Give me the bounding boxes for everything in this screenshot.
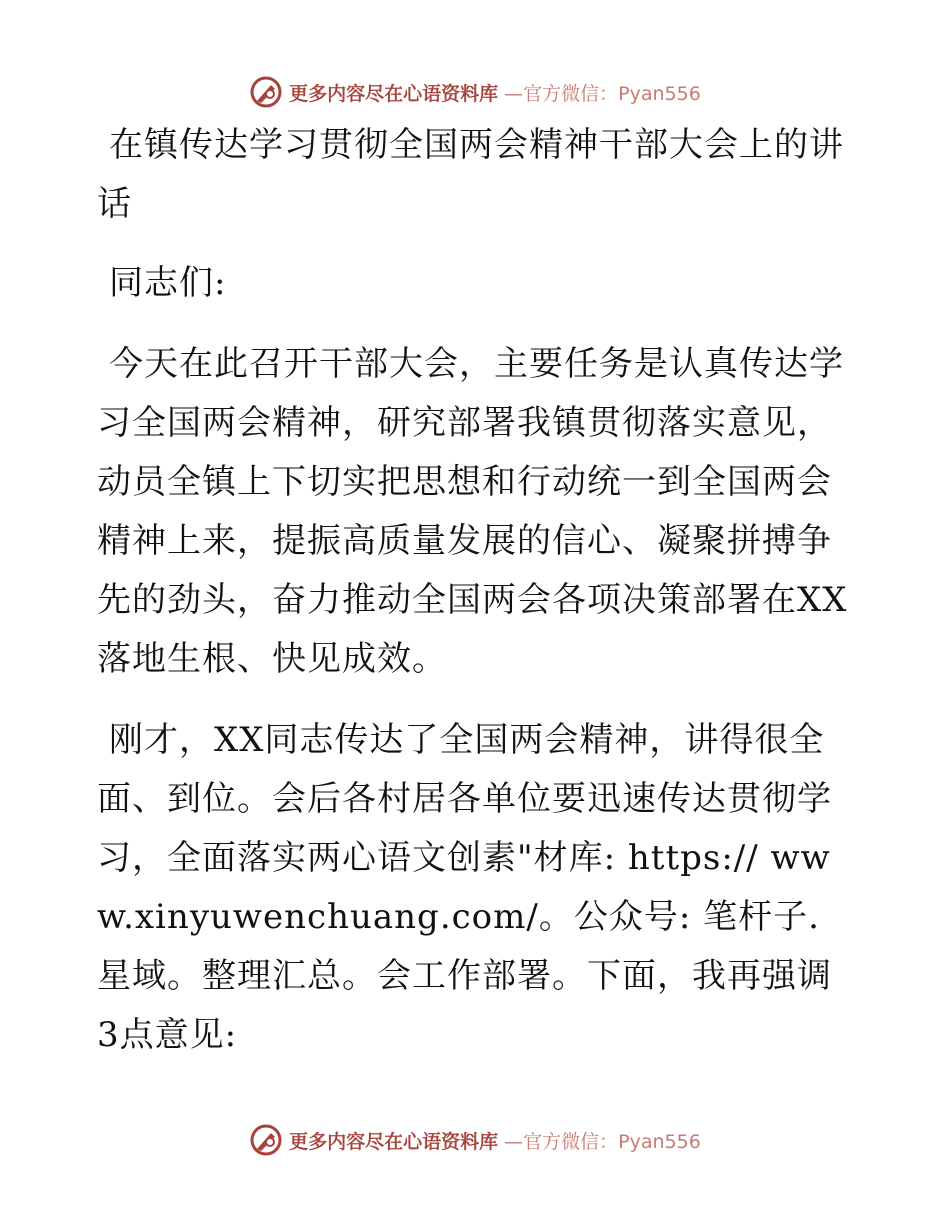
document-title: 在镇传达学习贯彻全国两会精神干部大会上的讲话 — [97, 125, 844, 224]
banner-main-text: 更多内容尽在心语资料库 — [289, 1130, 499, 1153]
paragraph-2: 刚才，XX同志传达了全国两会精神，讲得很全面、到位。会后各村居各单位要迅速传达贯彻学习，全面落实两心语文创素"材库: https:// www.xinyuwenchuang.com/。公众号: 笔杆子.星域。整理汇总。会工作部署。下面，我再强调3点意见: — [97, 720, 832, 1055]
banner-sub-text: —官方微信：Pyan556 — [504, 1130, 701, 1153]
banner-main-text: 更多内容尽在心语资料库 — [289, 82, 499, 105]
pen-logo-icon — [249, 1123, 283, 1157]
header-watermark-banner — [0, 72, 950, 112]
banner-sub-text: —官方微信：Pyan556 — [504, 82, 701, 105]
paragraph-1: 今天在此召开干部大会，主要任务是认真传达学习全国两会精神，研究部署我镇贯彻落实意见，动员全镇上下切实把思想和行动统一到全国两会精神上来，提振高质量发展的信心、凝聚拼搏争先的劲头，奋力推动全国两会各项决策部署在XX落地生根、快见成效。 — [97, 344, 848, 679]
footer-watermark-banner — [0, 1120, 950, 1160]
pen-logo-icon — [249, 75, 283, 109]
salutation: 同志们: — [109, 263, 227, 303]
document-body — [97, 116, 852, 1087]
